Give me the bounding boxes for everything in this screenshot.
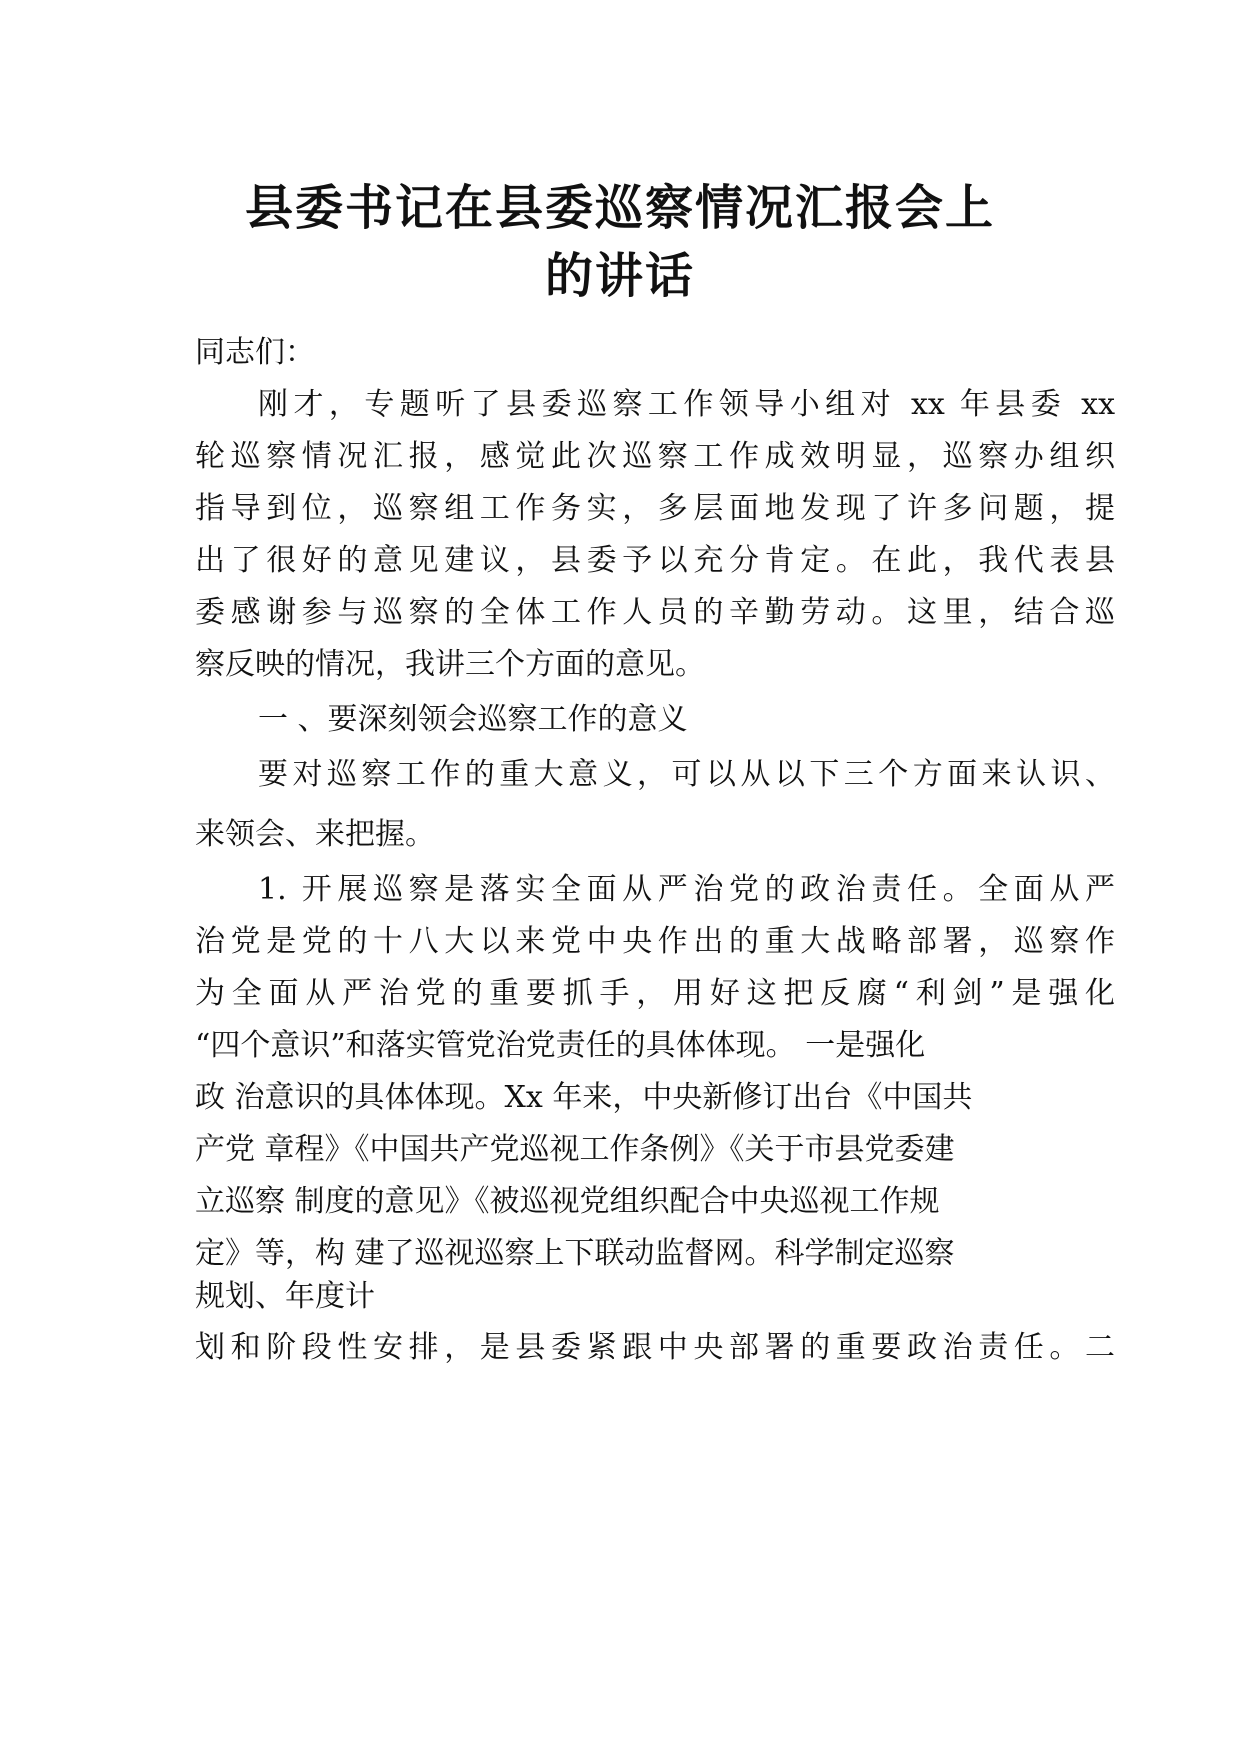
intro-line: 刚才，专题听了县委巡察工作领导小组对 xx 年县委 xx (258, 387, 1115, 422)
document-title-line-1: 县委书记在县委巡察情况汇报会上 (244, 180, 995, 236)
point-line: 政 治意识的具体体现。Xx 年来，中央新修订出台《中国共 (195, 1080, 973, 1115)
intro-line: 委感谢参与巡察的全体工作人员的辛勤劳动。这里，结合巡 (195, 595, 1115, 630)
intro-line: 出了很好的意见建议，县委予以充分肯定。在此，我代表县 (195, 543, 1115, 578)
point-line: 规划、年度计 (195, 1279, 375, 1314)
section-intro-line: 要对巡察工作的重大意义，可以从以下三个方面来认识、 (258, 757, 1115, 792)
intro-line: 指导到位，巡察组工作务实，多层面地发现了许多问题，提 (195, 491, 1115, 526)
point-line: 1. 开展巡察是落实全面从严治党的政治责任。全面从严 (258, 872, 1115, 907)
section-heading: 一 、要深刻领会巡察工作的意义 (258, 702, 688, 737)
salutation: 同志们： (195, 335, 315, 370)
point-line: 定》等，构 建了巡视巡察上下联动监督网。科学制定巡察 (195, 1236, 955, 1271)
point-line: 为全面从严治党的重要抓手，用好这把反腐“利剑”是强化 (195, 976, 1115, 1011)
point-line: 产党 章程》《中国共产党巡视工作条例》《关于市县党委建 (195, 1132, 955, 1167)
point-line: 立巡察 制度的意见》《被巡视党组织配合中央巡视工作规 (195, 1184, 940, 1219)
intro-line: 察反映的情况，我讲三个方面的意见。 (195, 647, 705, 682)
point-line: 划和阶段性安排，是县委紧跟中央部署的重要政治责任。二 (195, 1330, 1115, 1365)
point-line: “四个意识”和落实管党治党责任的具体体现。 一是强化 (195, 1028, 926, 1063)
document-title-line-2: 的讲话 (544, 248, 695, 304)
section-intro-line: 来领会、来把握。 (195, 817, 435, 852)
point-line: 治党是党的十八大以来党中央作出的重大战略部署，巡察作 (195, 924, 1115, 959)
intro-line: 轮巡察情况汇报，感觉此次巡察工作成效明显，巡察办组织 (195, 439, 1115, 474)
